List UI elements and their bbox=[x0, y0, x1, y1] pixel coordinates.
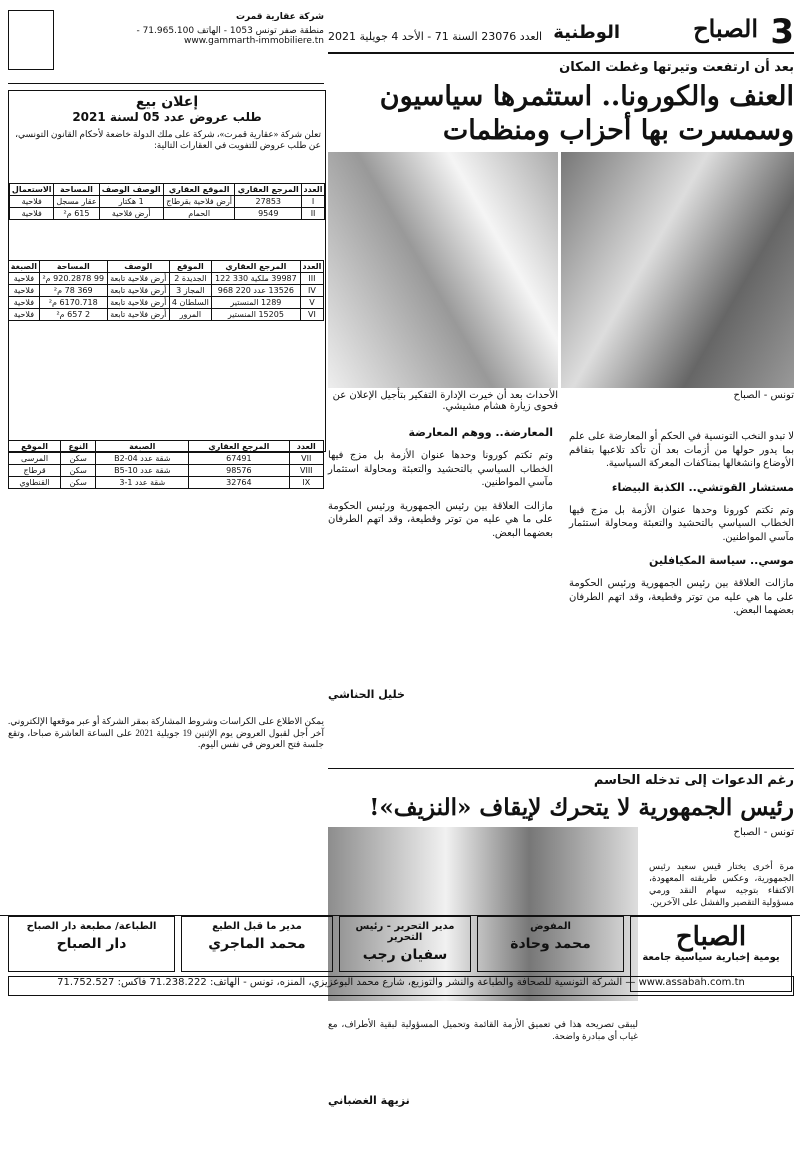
table-cell: قرطاج bbox=[9, 465, 61, 477]
footer-box bbox=[181, 916, 333, 972]
article-photo-right bbox=[561, 152, 794, 388]
table-header: المرجع العقاري bbox=[189, 441, 289, 453]
table-cell: شقة عدد B5-10 bbox=[96, 465, 189, 477]
table-cell: 9549 bbox=[235, 208, 302, 220]
table-cell: II bbox=[302, 208, 325, 220]
table-cell: السلطان 4 bbox=[169, 297, 211, 309]
footer-value: محمد الماجري bbox=[208, 936, 306, 952]
newspaper-logo: الصباح bbox=[693, 14, 758, 43]
footer-box bbox=[477, 916, 624, 972]
table-cell: القنطاوي bbox=[9, 477, 61, 489]
table-cell: 615 م² bbox=[54, 208, 99, 220]
table-cell: VII bbox=[289, 453, 323, 465]
company-name: شركة عقارية قمرت bbox=[235, 12, 324, 22]
table-cell: سكن bbox=[61, 477, 96, 489]
table-row bbox=[9, 465, 324, 477]
table-row bbox=[9, 273, 324, 285]
second-kicker: رغم الدعوات إلى تدخله الحاسم bbox=[593, 773, 794, 788]
table-cell: الحمام bbox=[163, 208, 235, 220]
second-paragraph: مرة أخرى يختار قيس سعيد رئيس الجمهورية، وعكس طريقته المعهودة، الاكتفاء بتوجيه سهام النقد ورمي مسؤولية التقصير والفشل على الآخرين. bbox=[649, 861, 794, 908]
table-header: المرجع العقاري bbox=[211, 261, 300, 273]
article-kicker: بعد أن ارتفعت وتيرتها وغطت المكان bbox=[559, 60, 794, 75]
table-cell: فلاحية bbox=[10, 208, 54, 220]
footer-value: سفيان رجب bbox=[362, 947, 448, 963]
table-header: العدد bbox=[289, 441, 323, 453]
table-header: الموقع bbox=[169, 261, 211, 273]
table-cell: أرض فلاحية تابعة bbox=[107, 297, 169, 309]
footer-value: محمد وحادة bbox=[510, 936, 591, 952]
table-cell: أرض فلاحية تابعة bbox=[107, 285, 169, 297]
footer-address: www.assabah.com.tn — الشركة التونسية للصحافة والطباعة والنشر والتوزيع، شارع محمد البوعزيزي، المنزه، تونس - الهاتف: 71.238.222 فاكس: 71.752.527 bbox=[8, 976, 794, 996]
table-row bbox=[10, 196, 325, 208]
table-cell: أرض فلاحية تابعة bbox=[107, 309, 169, 321]
table-cell: 15205 المنستير bbox=[211, 309, 300, 321]
article-column-left bbox=[328, 420, 553, 680]
table-cell: فلاحية bbox=[9, 273, 40, 285]
table-cell: أرض فلاحية bbox=[99, 208, 163, 220]
table-header: المساحة bbox=[54, 184, 99, 196]
table-row bbox=[9, 309, 324, 321]
subheading: موسي.. سياسة المكيافلين bbox=[649, 554, 794, 567]
table-header: الصبغة bbox=[96, 441, 189, 453]
subheading: مستشار القوتشي.. الكذبة البيضاء bbox=[611, 480, 794, 494]
table-header: الصبغة bbox=[9, 261, 40, 273]
table-cell: IV bbox=[300, 285, 323, 297]
photo-caption-left: الأحداث بعد أن خيرت الإدارة التفكير بتأجيل الإعلان عن فحوى زيارة هشام مشيشي. bbox=[332, 390, 558, 412]
table-row bbox=[9, 297, 324, 309]
company-logo-icon bbox=[8, 10, 54, 70]
table-cell: 1 هكتار bbox=[99, 196, 163, 208]
page-footer bbox=[0, 915, 800, 1167]
article-paragraph: لا تبدو النخب التونسية في الحكم أو المعارضة على علم بما يدور حولها من أزمات بعد أن تأكد تلاعبها بتفاقم الأوضاع وانشغالها بمناكفات المعركة السياسية. bbox=[569, 431, 794, 469]
second-paragraph: ليبقى تصريحه هذا في تعميق الأزمة القائمة وتحميل المسؤولية لبقية الأطراف، مع غياب أي مبادرة واضحة. bbox=[328, 1019, 638, 1042]
table-cell: فلاحية bbox=[9, 297, 40, 309]
article-byline: خليل الحناشي bbox=[328, 688, 405, 701]
table-cell: 27853 bbox=[235, 196, 302, 208]
table-row bbox=[10, 208, 325, 220]
properties-table-1 bbox=[9, 183, 325, 220]
company-contact bbox=[8, 10, 324, 84]
second-byline: نزيهة الغضباني bbox=[328, 1094, 410, 1107]
table-header: الوصف bbox=[107, 261, 169, 273]
article-paragraph: وتم تكتم كورونا وحدها عنوان الأزمة بل مزج فيها الخطاب السياسي بالتحشيد والتعبئة ومحاولة استثمار مآسي المواطنين. bbox=[569, 504, 794, 543]
table-row bbox=[9, 477, 324, 489]
table-cell: شقة عدد 1-3 bbox=[96, 477, 189, 489]
table-cell: 39987 ملكية 330 122 bbox=[211, 273, 300, 285]
table-header: النوع bbox=[61, 441, 96, 453]
footer-label: مدير التحرير - رئيس التحرير bbox=[355, 921, 455, 943]
table-cell: فلاحية bbox=[9, 309, 40, 321]
footer-tagline: يومية إخبارية سياسية جامعة bbox=[642, 952, 780, 963]
page-header bbox=[328, 12, 794, 54]
table-row bbox=[9, 453, 324, 465]
table-header: العدد bbox=[300, 261, 323, 273]
table-header: العدد bbox=[303, 185, 323, 194]
notice-column bbox=[8, 10, 324, 908]
table-cell: المرور bbox=[169, 309, 211, 321]
article-headline: العنف والكورونا.. استثمرها سياسيون وسمسرت بها أحزاب ومنظمات bbox=[379, 81, 794, 146]
footer-label: مدير ما قبل الطبع bbox=[212, 921, 302, 932]
table-cell: سكن bbox=[61, 453, 96, 465]
table-cell: الجديدة 2 bbox=[169, 273, 211, 285]
issue-info: العدد 23076 السنة 71 - الأحد 4 جويلية 2021 bbox=[328, 30, 543, 43]
table-cell: عقار مسجل bbox=[54, 196, 99, 208]
table-cell: IX bbox=[289, 477, 323, 489]
notice-subtitle: طلب عروض عدد 05 لسنة 2021 bbox=[72, 110, 262, 124]
footer-label: الطباعة/ مطبعة دار الصباح bbox=[26, 921, 157, 932]
notice-intro: تعلن شركة «عقارية قمرت»، شركة على ملك الدولة خاضعة لأحكام القانون التونسي، عن طلب عروض للتفويت في العقارات التالية: bbox=[15, 129, 321, 151]
article-paragraph: وتم تكتم كورونا وحدها عنوان الأزمة بل مزج فيها الخطاب السياسي بالتحشيد والتعبئة ومحاولة استثمار مآسي المواطنين. bbox=[328, 450, 553, 488]
notice-bottom-text: يمكن الاطلاع على الكراسات وشروط المشاركة بمقر الشركة أو عبر موقعها الإلكتروني. آخر أجل لقبول العروض يوم الإثنين 19 جويلية 2021 على الساعة العاشرة صباحا، وتقع جلسة فتح العروض في نفس اليوم. bbox=[8, 716, 324, 750]
company-address: منطقة صفر تونس 1053 - الهاتف 71.965.100 - www.gammarth-immobiliere.tn bbox=[136, 26, 324, 46]
table-cell: فلاحية bbox=[10, 196, 54, 208]
subheading: المعارضة.. ووهم المعارضة bbox=[408, 426, 553, 439]
table-cell: 2 657 م² bbox=[39, 309, 107, 321]
table-cell: 6170.718 م² bbox=[39, 297, 107, 309]
table-header: الوصف الوصف bbox=[99, 184, 163, 196]
table-cell: 1289 المنستير bbox=[211, 297, 300, 309]
article-paragraph: مازالت العلاقة بين رئيس الجمهورية ورئيس الحكومة على ما هي عليه من توتر وقطيعة، وقد اتهم الطرفان بعضهما البعض. bbox=[569, 578, 794, 616]
table-cell: سكن bbox=[61, 465, 96, 477]
table-cell: VI bbox=[300, 309, 323, 321]
footer-box bbox=[8, 916, 175, 972]
footer-box bbox=[339, 916, 471, 972]
article-paragraph: مازالت العلاقة بين رئيس الجمهورية ورئيس الحكومة على ما هي عليه من توتر وقطيعة، وقد اتهم الطرفان بعضهما البعض. bbox=[328, 500, 553, 539]
properties-table-3 bbox=[8, 440, 324, 489]
table-cell: أرض فلاحية تابعة bbox=[107, 273, 169, 285]
table-header: الاستعمال bbox=[10, 184, 54, 196]
section-name: الوطنية bbox=[553, 22, 620, 43]
table-cell: المرسى bbox=[9, 453, 61, 465]
page-number: 3 bbox=[770, 12, 794, 52]
second-headline: رئيس الجمهورية لا يتحرك لإيقاف «النزيف»! bbox=[369, 794, 794, 821]
table-header: المرجع العقاري bbox=[235, 184, 302, 196]
table-cell: I bbox=[302, 196, 325, 208]
table-cell: 98576 bbox=[189, 465, 289, 477]
table-cell: 32764 bbox=[189, 477, 289, 489]
table-cell: المجاز 3 bbox=[169, 285, 211, 297]
footer-logo: الصباح bbox=[675, 922, 747, 952]
properties-table-2 bbox=[8, 260, 324, 321]
table-cell: فلاحية bbox=[9, 285, 40, 297]
second-caption: تونس - الصباح bbox=[733, 827, 794, 838]
table-cell: شقة عدد B2-04 bbox=[96, 453, 189, 465]
table-header: الموقع bbox=[9, 441, 61, 453]
table-row bbox=[9, 285, 324, 297]
table-cell: 99 920.2878 م² bbox=[39, 273, 107, 285]
table-cell: VIII bbox=[289, 465, 323, 477]
table-cell: 67491 bbox=[189, 453, 289, 465]
footer-value: دار الصباح bbox=[56, 936, 127, 952]
photo-caption-right: تونس - الصباح bbox=[733, 390, 794, 401]
table-cell: 13526 عدد 220 968 bbox=[211, 285, 300, 297]
table-cell: أرض فلاحية بقرطاج bbox=[163, 196, 235, 208]
article-photo-left bbox=[328, 152, 558, 388]
table-cell: III bbox=[300, 273, 323, 285]
table-header: المساحة bbox=[39, 261, 107, 273]
footer-label: المفوض bbox=[530, 921, 571, 932]
table-cell: V bbox=[300, 297, 323, 309]
table-cell: 369 78 م² bbox=[39, 285, 107, 297]
notice-title: إعلان بيع bbox=[135, 94, 199, 110]
table-header: الموقع العقاري bbox=[163, 184, 235, 196]
